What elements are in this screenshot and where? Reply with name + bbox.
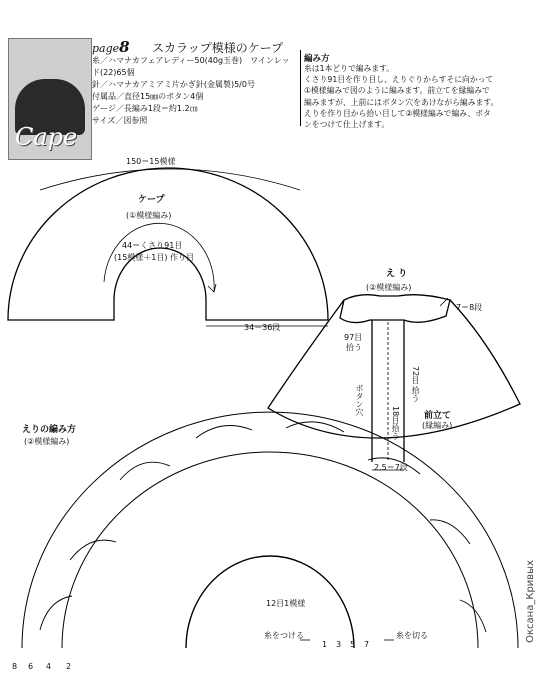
materials-line: 付属品／直径15㎜のボタン4個 <box>92 92 204 101</box>
page-label: page <box>92 42 120 55</box>
collar-pickup-label: 97目 <box>344 333 363 342</box>
instructions-line: えりを作り目から拾い目して②模様編みで編み、ボタ <box>304 108 491 118</box>
front-pickup-label-a: 72目 <box>411 366 420 385</box>
chart-outer-edge <box>22 412 518 648</box>
cape-length-label: 34＝36段 <box>244 323 281 332</box>
chart-title: えりの編み方 <box>22 425 77 435</box>
collar-title: え り <box>386 269 408 279</box>
collar-stitch: (②模様編み) <box>366 283 412 292</box>
cape-chain-arrowhead <box>208 284 216 292</box>
page-number-value: 8 <box>119 38 130 56</box>
chart-inner-edge <box>62 452 478 648</box>
row-number: 7 <box>364 640 370 649</box>
chart-scallop-fan <box>40 596 72 630</box>
row-number: 6 <box>28 662 34 671</box>
collar-rows-label: 7＝8段 <box>456 303 483 312</box>
front-band-label: 前立て <box>424 411 452 421</box>
instructions-line: 糸は1本どりで編みます。 <box>304 64 395 73</box>
instructions-line: 編みますが、上前にはボタン穴をあけながら編みます。 <box>304 97 499 107</box>
instructions-line: くさり91目を作り目し、えりぐりからすそに向かって <box>304 75 494 85</box>
cape-top-measure-label: 150＝15模様 <box>126 157 176 166</box>
row-number: 1 <box>322 640 328 649</box>
materials-line: サイズ／図参照 <box>92 116 148 125</box>
chart-end-label: 糸を切る <box>396 631 428 640</box>
chart-scallop-fan <box>70 540 116 560</box>
front-pickup-label-c: 18目 <box>391 406 400 425</box>
row-number: 2 <box>66 662 72 671</box>
thumbnail-word: Cape <box>15 123 78 151</box>
row-number: 3 <box>336 640 342 649</box>
front-pickup-label-d: 拾う <box>391 424 400 440</box>
chart-scallop-fan <box>286 422 344 432</box>
watermark: Оксана_Кривых <box>525 560 536 643</box>
chart-stitch: (②模様編み) <box>24 437 70 446</box>
cape-stitch-name: (①模様編み) <box>126 211 172 220</box>
cape-top-measure-arc <box>40 169 300 190</box>
front-band-stitch: (縁編み) <box>422 421 453 430</box>
row-number: 8 <box>12 662 18 671</box>
materials-line: 針／ハマナカアミアミ片かぎ針(金属製)5/0号 <box>92 80 255 89</box>
collar-rows-measure <box>440 298 448 306</box>
collar-pickup-label-2: 拾う <box>346 343 362 352</box>
materials-line: ゲージ／長編み1段＝約1.2㎝ <box>92 104 198 113</box>
chart-start-label: 糸をつける <box>264 631 304 640</box>
chart-scallop-fan <box>120 462 170 480</box>
page-title: スカラップ模様のケープ <box>152 41 284 55</box>
cape-chain-label: 44＝くさり91目 <box>122 241 183 250</box>
chart-scallop-fan <box>430 520 470 544</box>
instructions-line: ①模様編みで図のように編みます。前立てを縁編みで <box>304 86 490 96</box>
cape-chain-sub-label: (15模様＋1目) 作り目 <box>114 253 195 262</box>
row-number: 5 <box>350 640 356 649</box>
collar-outline <box>340 295 450 323</box>
chart-repeat-label: 12目1模様 <box>266 599 306 608</box>
cape-part-name: ケープ <box>138 195 165 205</box>
materials-line: 糸／ハマナカフェアレディー50(40g玉巻) ワインレッ <box>92 56 290 65</box>
instructions-line: ンをつけて仕上げます。 <box>304 120 390 130</box>
band-rows-label: 2.5＝7段 <box>374 463 408 472</box>
instructions-heading: 編み方 <box>304 54 330 64</box>
front-pickup-label-b: 拾う <box>411 386 420 402</box>
buttonhole-label: ボタン穴 <box>355 384 364 416</box>
row-number: 4 <box>46 662 52 671</box>
chart-scallop-fan <box>196 426 252 439</box>
materials-line: ド(22)65個 <box>92 68 135 77</box>
